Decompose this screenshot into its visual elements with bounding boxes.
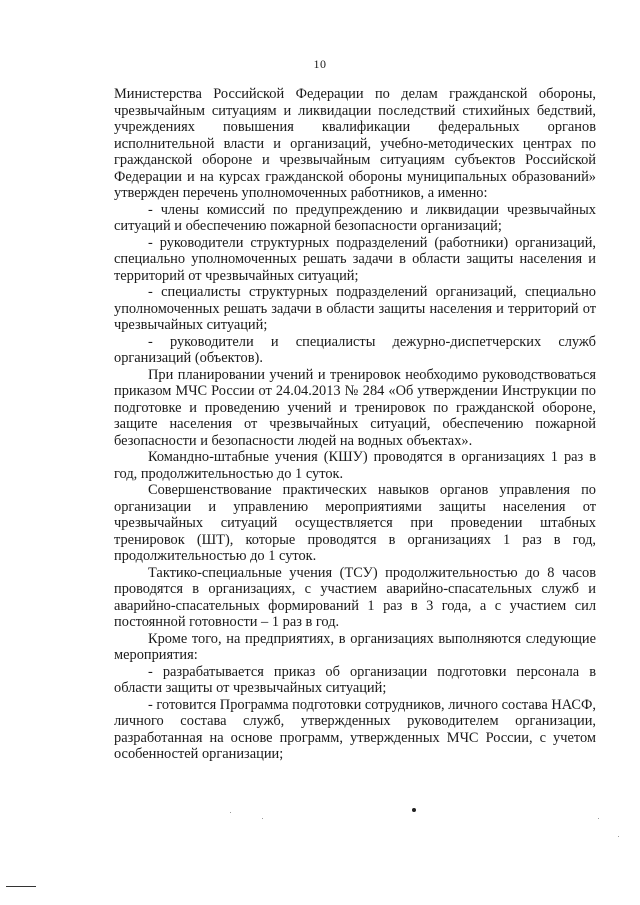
page-number: 10 [313, 57, 327, 71]
paragraph-12: - готовится Программа подготовки сотрудников, личного состава НАСФ, личного состава служб, утвержденных руководителем организации, разработанная на основе программ, утвержденных МЧС России, с учетом особенностей организации; [114, 696, 596, 762]
paragraph-1: Министерства Российской Федерации по делам гражданской обороны, чрезвычайным ситуациям и ликвидации последствий стихийных бедствий, учреждениях повышения квалификации федеральных органов исполнительной власти и организаций, учебно-методических центрах по гражданской обороне и чрезвычайным ситуациям субъектов Российской Федерации и на курсах гражданской обороны муниципальных образований» утвержден перечень уполномоченных работников, а именно: [114, 86, 596, 201]
scan-speck [618, 836, 619, 837]
scan-speck [262, 818, 263, 819]
paragraph-6: При планировании учений и тренировок необходимо руководствоваться приказом МЧС России от 24.04.2013 № 284 «Об утверждении Инструкции по подготовке и проведению учений и тренировок по гражданской обороне, защите населения от чрезвычайных ситуаций, обеспечению пожарной безопасности и безопасности людей на водных объектах». [114, 366, 596, 449]
paragraph-2: - члены комиссий по предупреждению и ликвидации чрезвычайных ситуаций и обеспечению пожарной безопасности организаций; [114, 201, 596, 234]
paragraph-5: - руководители и специалисты дежурно-диспетчерских служб организаций (объектов). [114, 333, 596, 366]
paragraph-11: - разрабатывается приказ об организации подготовки персонала в области защиты от чрезвычайных ситуаций; [114, 663, 596, 696]
scan-edge-mark [6, 886, 36, 887]
paragraph-3: - руководители структурных подразделений (работники) организаций, специально уполномоченных решать задачи в области защиты населения и территорий от чрезвычайных ситуаций; [114, 234, 596, 284]
scan-dot-mark [412, 808, 416, 812]
paragraph-4: - специалисты структурных подразделений организаций, специально уполномоченных решать задачи в области защиты населения и территорий от чрезвычайных ситуаций; [114, 284, 596, 333]
paragraph-7: Командно-штабные учения (КШУ) проводятся в организациях 1 раз в год, продолжительностью до 1 суток. [114, 449, 596, 482]
paragraph-9: Тактико-специальные учения (ТСУ) продолжительностью до 8 часов проводятся в организациях, с участием аварийно-спасательных служб и аварийно-спасательных формирований 1 раз в 3 года, а с участием сил постоянной готовности – 1 раз в год. [114, 564, 596, 630]
paragraph-10: Кроме того, на предприятиях, в организациях выполняются следующие мероприятия: [114, 630, 596, 663]
document-body [114, 86, 596, 763]
paragraph-8: Совершенствование практических навыков органов управления по организации и управлению мероприятиями защиты населения от чрезвычайных ситуаций осуществляется при проведении штабных тренировок (ШТ), которые проводятся в организациях 1 раз в год, продолжительностью до 1 суток. [114, 482, 596, 564]
scan-speck [230, 812, 231, 813]
scan-speck [598, 818, 599, 819]
